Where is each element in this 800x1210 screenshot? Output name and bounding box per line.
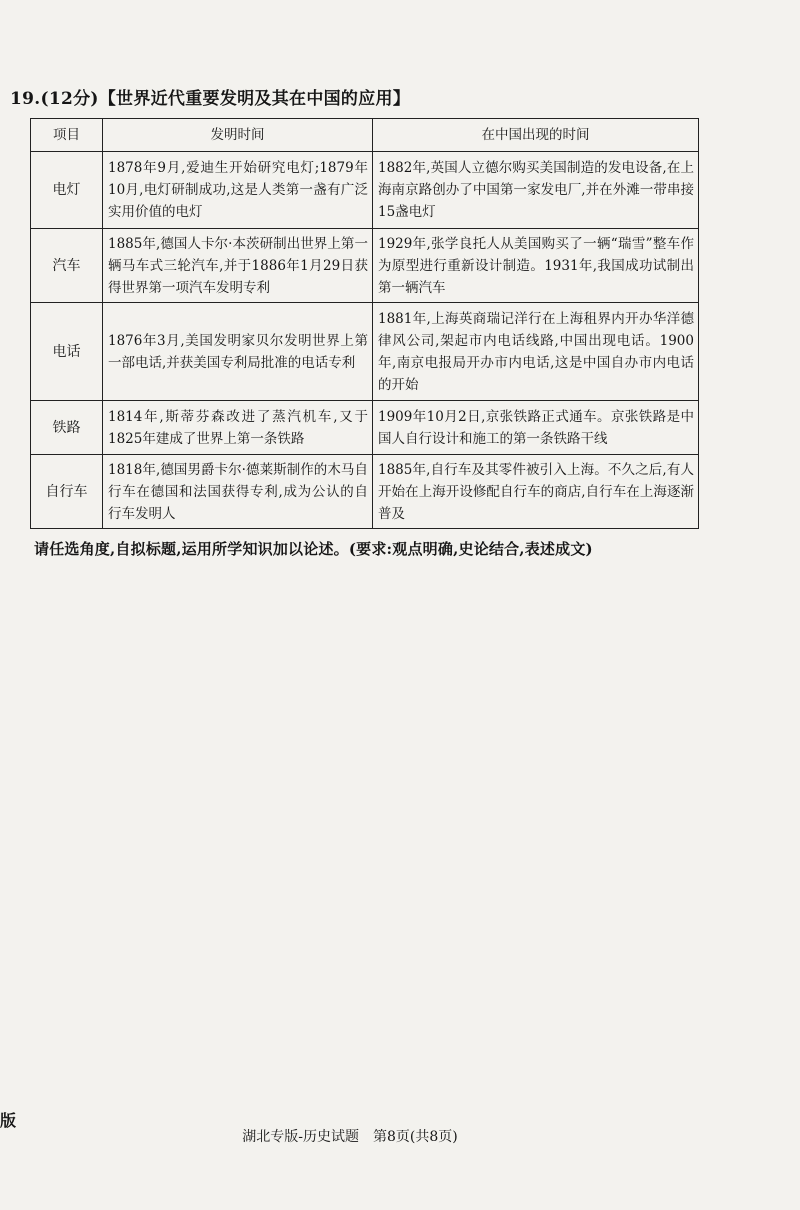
header-invention-time: 发明时间 [103, 119, 373, 152]
row-china-cell: 1881年,上海英商瑞记洋行在上海租界内开办华洋德律风公司,架起市内电话线路,中国出现电话。1900年,南京电报局开办市内电话,这是中国自办市内电话的开始 [373, 303, 699, 401]
edge-text-fragment: 版 [0, 1111, 17, 1130]
row-china-cell: 1885年,自行车及其零件被引入上海。不久之后,有人开始在上海开设修配自行车的商店,自行车在上海逐渐普及 [373, 455, 699, 529]
row-item-railway: 铁路 [31, 401, 103, 455]
row-item-automobile: 汽车 [31, 229, 103, 303]
table-row [31, 229, 699, 303]
inventions-table [30, 118, 699, 529]
row-china-cell: 1909年10月2日,京张铁路正式通车。京张铁路是中国人自行设计和施工的第一条铁路干线 [373, 401, 699, 455]
row-invention-cell: 1818年,德国男爵卡尔·德莱斯制作的木马自行车在德国和法国获得专利,成为公认的自行车发明人 [103, 455, 373, 529]
row-invention-cell: 1814年,斯蒂芬森改进了蒸汽机车,又于1825年建成了世界上第一条铁路 [103, 401, 373, 455]
table-row [31, 152, 699, 229]
question-title: 19.(12分)【世界近代重要发明及其在中国的应用】 [10, 89, 411, 109]
row-invention-cell: 1878年9月,爱迪生开始研究电灯;1879年10月,电灯研制成功,这是人类第一盏有广泛实用价值的电灯 [103, 152, 373, 229]
table-row [31, 303, 699, 401]
row-invention-cell: 1885年,德国人卡尔·本茨研制出世界上第一辆马车式三轮汽车,并于1886年1月29日获得世界第一项汽车发明专利 [103, 229, 373, 303]
page-footer: 湖北专版-历史试题 第8页(共8页) [242, 1129, 458, 1145]
row-item-electric-light: 电灯 [31, 152, 103, 229]
row-item-bicycle: 自行车 [31, 455, 103, 529]
row-china-cell: 1882年,英国人立德尔购买美国制造的发电设备,在上海南京路创办了中国第一家发电厂,并在外滩一带串接15盏电灯 [373, 152, 699, 229]
header-china-time: 在中国出现的时间 [373, 119, 699, 152]
essay-instruction: 请任选角度,自拟标题,运用所学知识加以论述。(要求:观点明确,史论结合,表述成文) [34, 540, 593, 558]
row-china-cell: 1929年,张学良托人从美国购买了一辆“瑞雪”整车作为原型进行重新设计制造。1931年,我国成功试制出第一辆汽车 [373, 229, 699, 303]
table-row [31, 455, 699, 529]
table-header-row [31, 119, 699, 152]
table-row [31, 401, 699, 455]
header-item: 项目 [31, 119, 103, 152]
row-invention-cell: 1876年3月,美国发明家贝尔发明世界上第一部电话,并获美国专利局批准的电话专利 [103, 303, 373, 401]
row-item-telephone: 电话 [31, 303, 103, 401]
